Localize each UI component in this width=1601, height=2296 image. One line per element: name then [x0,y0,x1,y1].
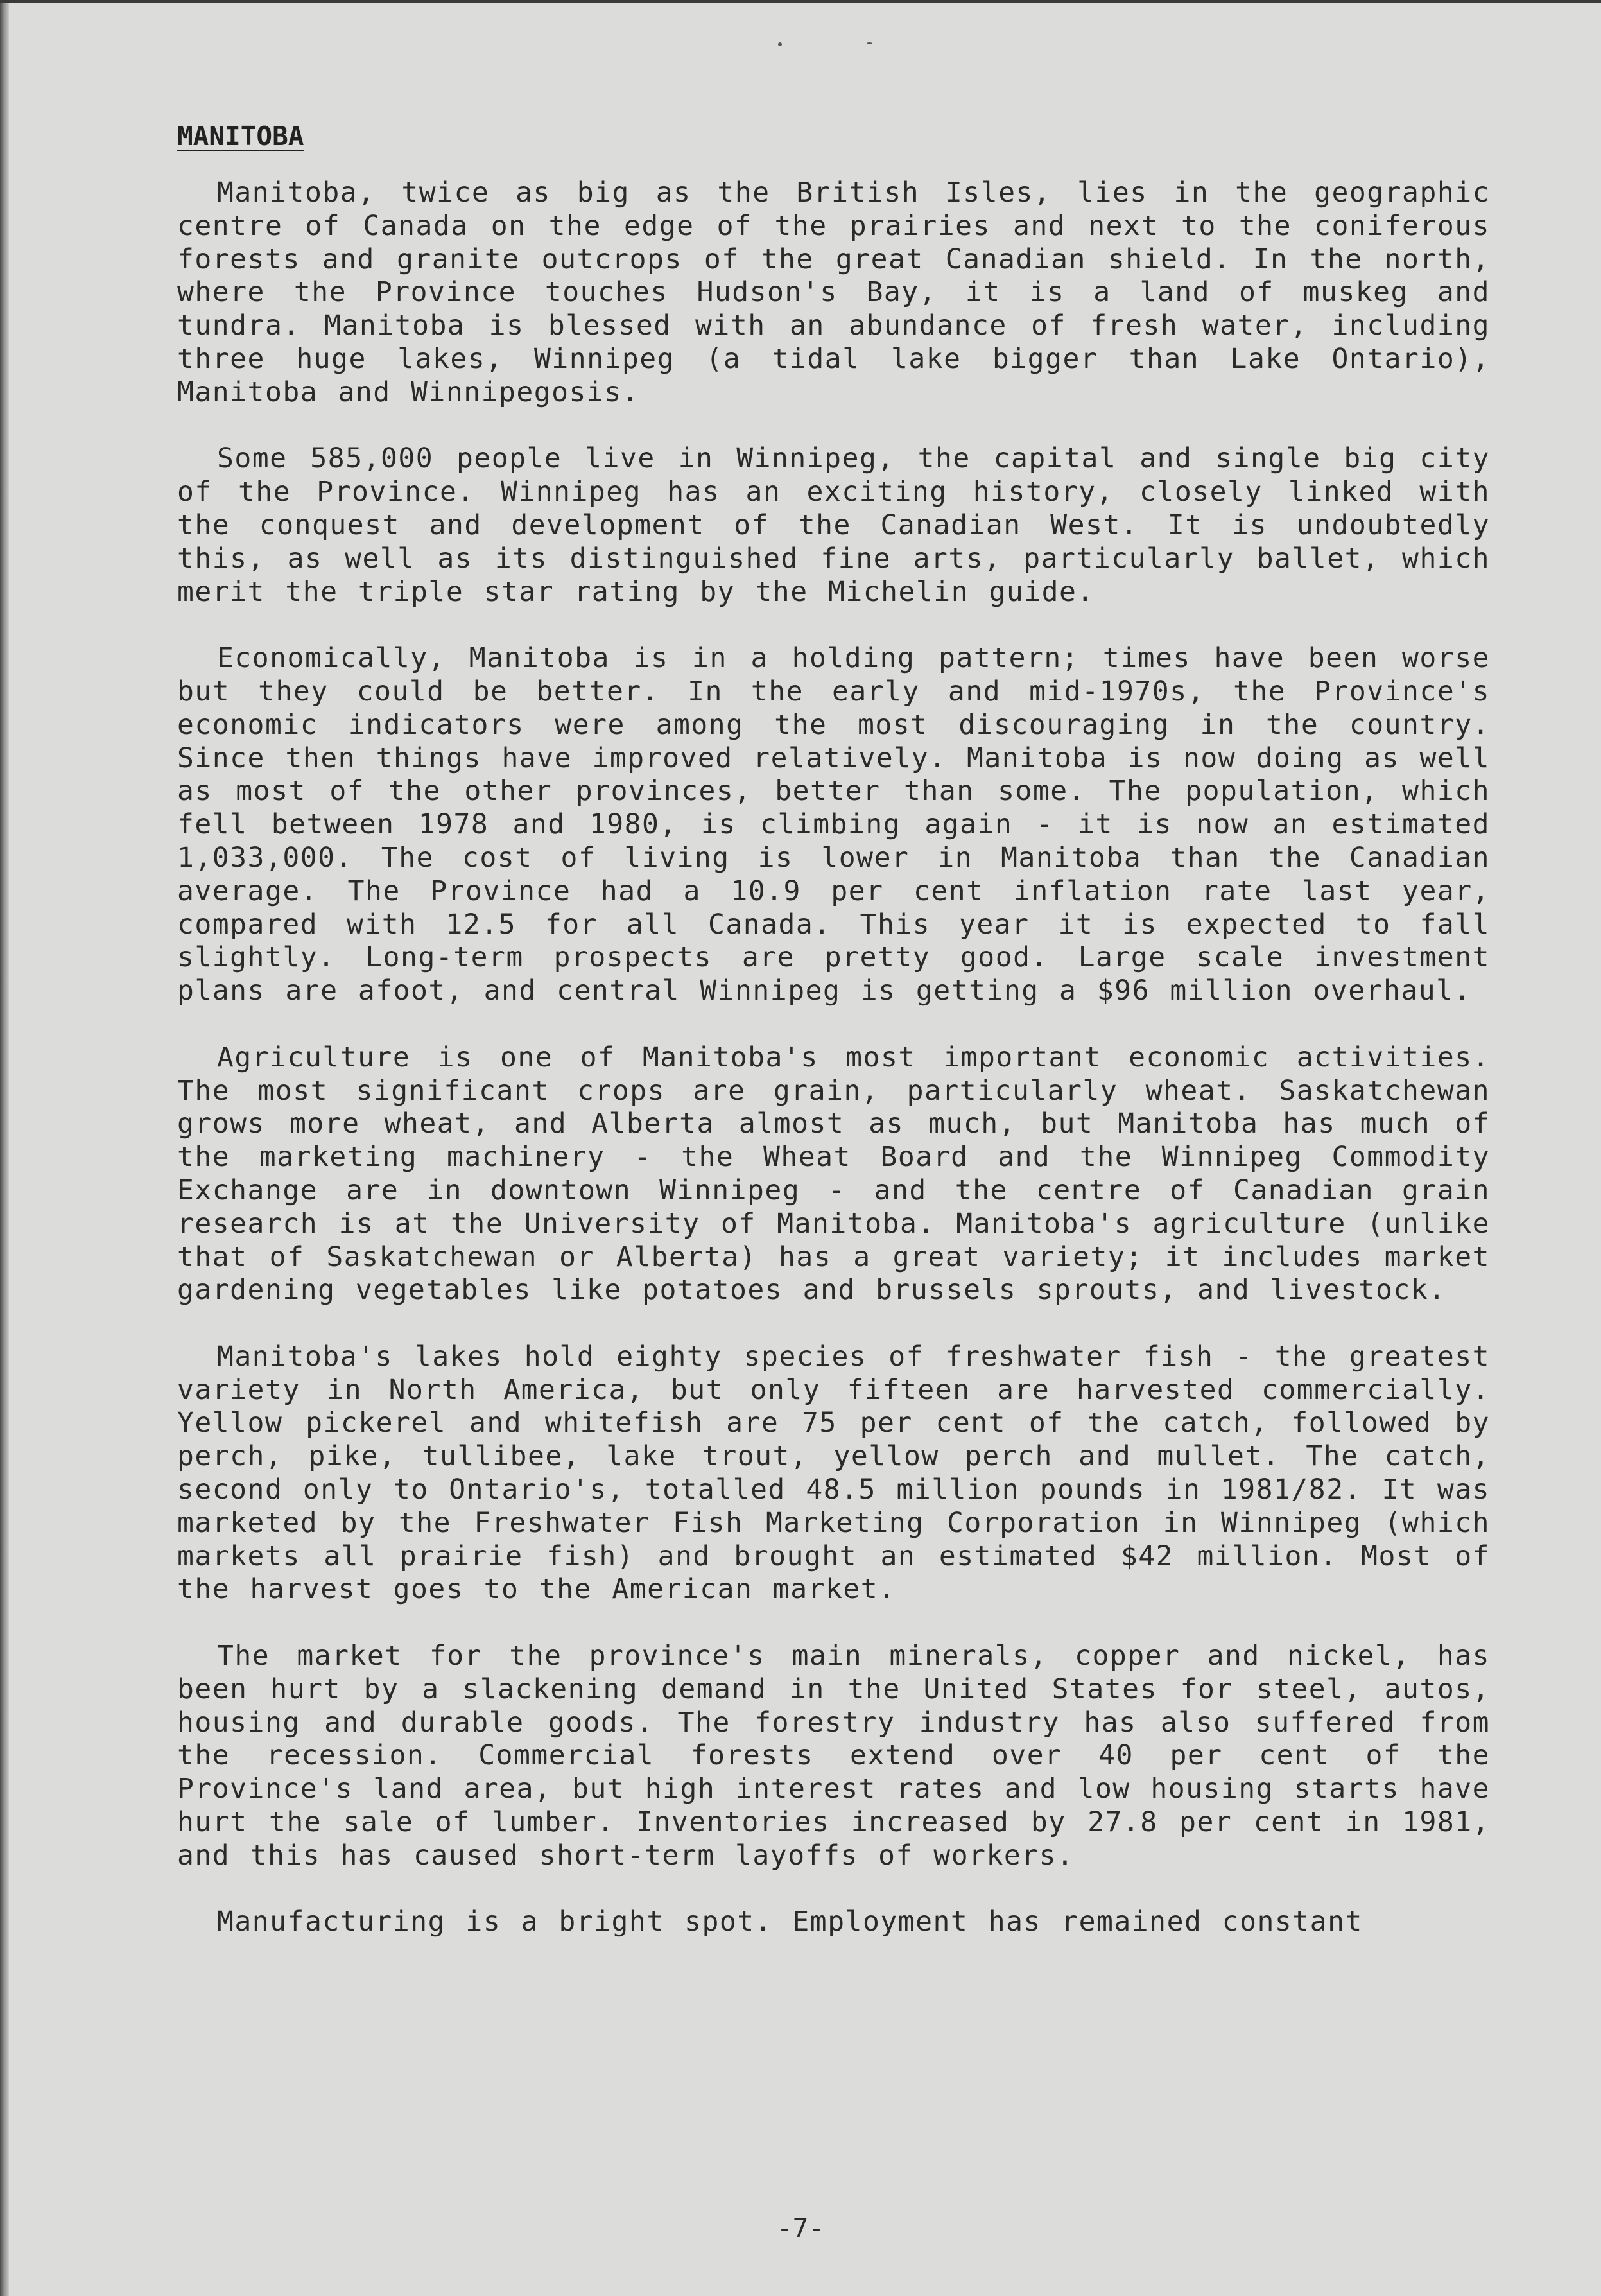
paragraph-agriculture: Agriculture is one of Manitoba's most important economic activities. The most significant crops are grain, particularly wheat. Saskatchewan grows more wheat, and Alberta almost as much, but Manitoba has much of the marketing machinery - the Wheat Board and the Winnipeg Commodity Exchange are in downtown Winnipeg - and the centre of Canadian grain research is at the University of Manitoba. Manitoba's agriculture (unlike that of Saskatchewan or Alberta) has a great variety; it includes market gardening vegetables like potatoes and brussels sprouts, and livestock. [177,1041,1490,1307]
paragraph-minerals-forestry: The market for the province's main minerals, copper and nickel, has been hurt by a slackening demand in the United States for steel, autos, housing and durable goods. The forestry industry has also suffered from the recession. Commercial forests extend over 40 per cent of the Province's land area, but high interest rates and low housing starts have hurt the sale of lumber. Inventories increased by 27.8 per cent in 1981, and this has caused short-term layoffs of workers. [177,1640,1490,1872]
section-title: MANITOBA [177,121,304,152]
page-binding-edge [0,0,9,2296]
paragraph-manufacturing: Manufacturing is a bright spot. Employment has remained constant [217,1906,1363,1938]
scan-speck [778,42,782,46]
paragraph-fisheries: Manitoba's lakes hold eighty species of freshwater fish - the greatest variety in North America, but only fifteen are harvested commercially. Yellow pickerel and whitefish are 75 per cent of the catch, followed by perch, pike, tullibee, lake trout, yellow perch and mullet. The catch, second only to Ontario's, totalled 48.5 million pounds in 1981/82. It was marketed by the Freshwater Fish Marketing Corporation in Winnipeg (which markets all prairie fish) and brought an estimated $42 million. Most of the harvest goes to the American market. [177,1340,1490,1606]
scan-speck [867,42,872,44]
body-text [177,177,1490,1972]
page-top-edge [0,0,1601,3]
page-number: -7- [776,2213,825,2243]
paragraph-economy: Economically, Manitoba is in a holding pattern; times have been worse but they could be better. In the early and mid-1970s, the Province's economic indicators were among the most discouraging in the country. Since then things have improved relatively. Manitoba is now doing as well as most of the other provinces, better than some. The population, which fell between 1978 and 1980, is climbing again - it is now an estimated 1,033,000. The cost of living is lower in Manitoba than the Canadian average. The Province had a 10.9 per cent inflation rate last year, compared with 12.5 for all Canada. This year it is expected to fall slightly. Long-term prospects are pretty good. Large scale investment plans are afoot, and central Winnipeg is getting a $96 million overhaul. [177,642,1490,1007]
paragraph-geography: Manitoba, twice as big as the British Isles, lies in the geographic centre of Canada on the edge of the prairies and next to the coniferous forests and granite outcrops of the great Canadian shield. In the north, where the Province touches Hudson's Bay, it is a land of muskeg and tundra. Manitoba is blessed with an abundance of fresh water, including three huge lakes, Winnipeg (a tidal lake bigger than Lake Ontario), Manitoba and Winnipegosis. [177,177,1490,408]
paragraph-winnipeg: Some 585,000 people live in Winnipeg, the capital and single big city of the Province. Winnipeg has an exciting history, closely linked with the conquest and development of the Canadian West. It is undoubtedly this, as well as its distinguished fine arts, particularly ballet, which merit the triple star rating by the Michelin guide. [177,442,1490,608]
